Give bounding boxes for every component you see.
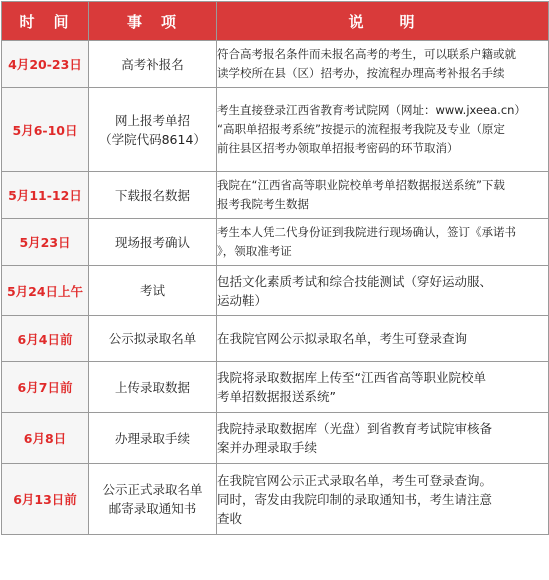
table-row [2,362,549,413]
row-item [89,464,217,535]
table-row [2,172,549,219]
row-desc [217,316,549,362]
row-date: 6月7日前 [2,362,89,413]
row-item [89,172,217,219]
row-item-line: 高考补报名 [121,56,184,72]
row-desc-line: 案并办理录取手续 [217,440,318,455]
row-desc-line: 包括文化素质考试和综合技能测试（穿好运动服、 [217,273,493,289]
row-item [89,316,217,362]
header-desc: 说 明 [217,2,549,41]
row-desc-line: 查收 [217,510,243,526]
row-item [89,88,217,172]
row-date: 5月23日 [2,219,89,266]
row-desc-line: 》，领取准考证 [217,244,292,258]
row-desc-line: 我院将录取数据库上传至“江西省高等职业院校单 [217,370,486,385]
row-item-line: 邮寄录取通知书 [108,501,197,516]
row-desc [217,41,549,88]
table-header-row [2,2,549,41]
row-desc [217,266,549,316]
row-desc-line: 前往县区招考办领取单招报考密码的环节取消） [217,141,459,155]
table-row [2,219,549,266]
row-date: 5月11-12日 [2,172,89,219]
table-row [2,316,549,362]
row-desc-line: 我院持录取数据库（光盘）到省教育考试院审核备 [217,421,493,436]
row-desc-line: 读学校所在县（区）招考办，按流程办理高考补报名手续 [217,66,505,80]
row-item-line: 下载报名数据 [114,187,190,203]
row-desc-line: 符合高考报名条件而未报名高考的考生，可以联系户籍或就 [217,47,516,61]
row-item-line: 办理录取手续 [114,430,190,446]
row-desc-line: 在我院官网公示拟录取名单，考生可登录查询 [217,331,468,346]
row-date: 6月4日前 [2,316,89,362]
row-item-line: 现场报考确认 [114,234,190,250]
table-row [2,41,549,88]
table-row [2,464,549,535]
row-item-line: 公示拟录取名单 [108,331,197,346]
row-desc [217,219,549,266]
row-date: 6月8日 [2,413,89,464]
row-desc [217,464,549,535]
row-item-line: 公示正式录取名单 [102,482,203,497]
row-date: 6月13日前 [2,464,89,535]
admission-schedule-table [1,1,549,535]
row-desc [217,172,549,219]
row-desc-line: 考生本人凭二代身份证到我院进行现场确认，签订《承诺书 [217,225,516,239]
row-desc-line: 我院在“江西省高等职业院校单考单招数据报送系统”下载 [217,178,505,192]
table-row [2,88,549,172]
row-item [89,413,217,464]
row-desc-line: 报考我院考生数据 [217,197,309,211]
row-item-line: 上传录取数据 [114,379,190,395]
header-item: 事 项 [89,2,217,41]
row-item [89,219,217,266]
row-item-line: （学院代码8614） [99,131,206,147]
row-desc [217,362,549,413]
row-date: 4月20-23日 [2,41,89,88]
row-desc-line: “高职单招报考系统”按提示的流程报考我院及专业（原定 [217,122,505,136]
table-row [2,266,549,316]
row-desc [217,413,549,464]
row-item [89,266,217,316]
row-desc [217,88,549,172]
row-item-line: 考试 [139,283,165,298]
row-date: 5月24日上午 [2,266,89,316]
row-desc-line: 考单招数据报送系统” [217,389,336,404]
header-time: 时 间 [2,2,89,41]
row-item [89,362,217,413]
row-date: 5月6-10日 [2,88,89,172]
row-desc-line: 在我院官网公示正式录取名单，考生可登录查询。 [217,472,493,488]
row-desc-line: 运动鞋） [217,292,268,308]
table-row [2,413,549,464]
row-desc-line: 同时，寄发由我院印制的录取通知书，考生请注意 [217,491,493,507]
row-item-line: 网上报考单招 [114,112,190,128]
row-desc-line: 考生直接登录江西省教育考试院网（网址：www.jxeea.cn） [217,103,526,117]
row-item [89,41,217,88]
